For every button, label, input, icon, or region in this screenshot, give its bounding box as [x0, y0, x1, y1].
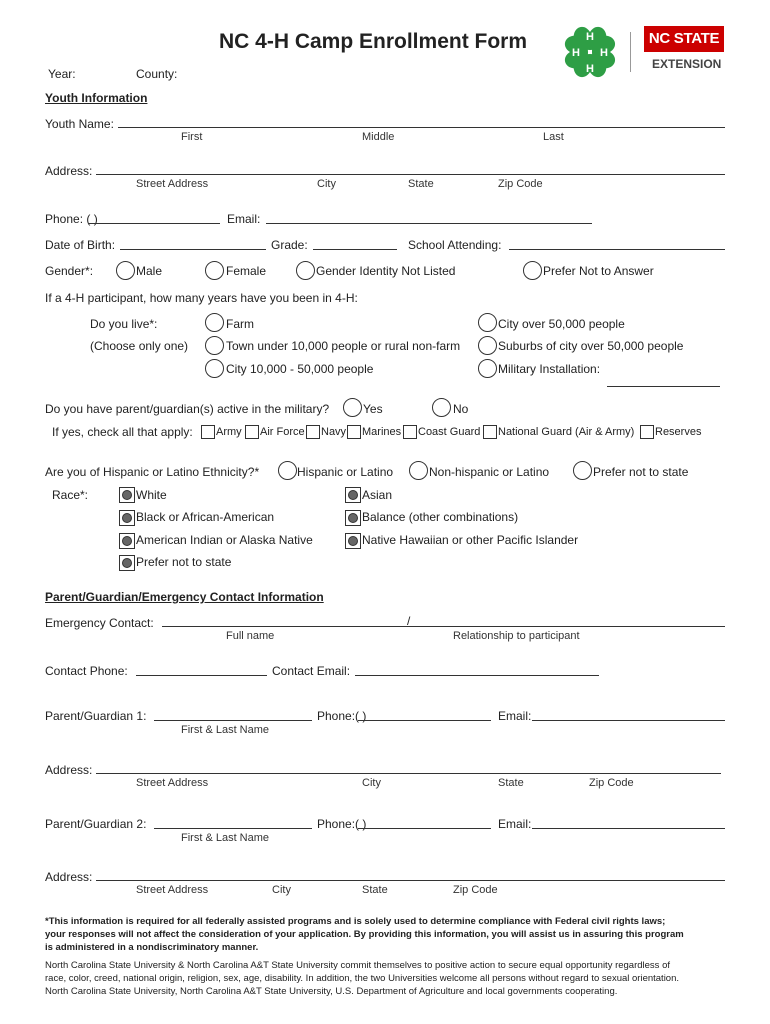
youth-name-label: Youth Name: — [45, 117, 114, 131]
live-town-label: Town under 10,000 people or rural non-farm — [226, 339, 461, 353]
live-label: Do you live*: — [90, 317, 158, 331]
branch-reserves-checkbox[interactable] — [640, 425, 654, 439]
pg2-state-hint: State — [362, 884, 388, 896]
branch-marines-checkbox[interactable] — [347, 425, 361, 439]
gender-female-label: Female — [226, 264, 267, 278]
page-title: NC 4-H Camp Enrollment Form — [219, 30, 528, 53]
youth-address-field[interactable] — [96, 174, 725, 175]
race-prefer-not-option[interactable] — [119, 555, 135, 571]
race-american-indian-option[interactable] — [119, 533, 135, 549]
notice-line-1: *This information is required for all federally assisted programs and is solely used to determine compliance with Federal civil rights laws; — [45, 916, 666, 927]
race-black-option[interactable] — [119, 510, 135, 526]
race-white-label: White — [136, 488, 167, 502]
hispanic-prefer-not-radio[interactable] — [573, 461, 592, 480]
gender-male-label: Male — [136, 264, 163, 278]
military-no-radio[interactable] — [432, 398, 451, 417]
pg1-address-label: Address: — [45, 763, 93, 777]
county-label: County: — [136, 67, 178, 81]
gender-prefer-not-radio[interactable] — [523, 261, 542, 280]
pg2-city-hint: City — [272, 884, 291, 896]
dob-label: Date of Birth: — [45, 238, 116, 252]
live-suburbs-label: Suburbs of city over 50,000 people — [498, 339, 684, 353]
contact-email-field[interactable] — [355, 675, 599, 676]
contact-email-label: Contact Email: — [272, 664, 351, 678]
military-no-label: No — [453, 402, 469, 416]
race-balance-option[interactable] — [345, 510, 361, 526]
race-prefer-not-label: Prefer not to state — [136, 555, 232, 569]
youth-section-title: Youth Information — [45, 91, 148, 105]
live-sub-label: (Choose only one) — [90, 339, 189, 353]
four-h-clover-logo — [558, 20, 622, 84]
pg2-email-field[interactable] — [532, 828, 725, 829]
legal-line-1: North Carolina State University & North Carolina A&T State University commit themselves to positive action to secure equal opportunity regardless of — [45, 960, 670, 971]
gender-not-listed-label: Gender Identity Not Listed — [316, 264, 456, 278]
svg-text:H: H — [600, 47, 608, 59]
live-city-large-radio[interactable] — [478, 313, 497, 332]
logo-divider — [630, 32, 631, 72]
full-name-hint: Full name — [226, 630, 275, 642]
pg1-phone-field[interactable] — [358, 720, 491, 721]
race-white-option[interactable] — [119, 487, 135, 503]
phone-label: Phone: ( ) — [45, 212, 98, 226]
pg2-name-field[interactable] — [154, 828, 312, 829]
race-asian-option[interactable] — [345, 487, 361, 503]
relationship-hint: Relationship to participant — [453, 630, 580, 642]
school-field[interactable] — [509, 249, 725, 250]
svg-text:H: H — [586, 31, 594, 43]
email-label: Email: — [227, 212, 261, 226]
state-hint: State — [408, 178, 434, 190]
gender-label: Gender*: — [45, 264, 94, 278]
gender-not-listed-radio[interactable] — [296, 261, 315, 280]
pg1-zip-hint: Zip Code — [589, 777, 634, 789]
military-yes-radio[interactable] — [343, 398, 362, 417]
live-city-small-radio[interactable] — [205, 359, 224, 378]
name-last-hint: Last — [543, 131, 564, 143]
branch-navy-checkbox[interactable] — [306, 425, 320, 439]
pg1-city-hint: City — [362, 777, 381, 789]
branch-airforce-label: Air Force — [260, 426, 305, 438]
race-american-indian-label: American Indian or Alaska Native — [136, 533, 313, 547]
pg1-name-field[interactable] — [154, 720, 312, 721]
school-label: School Attending: — [408, 238, 502, 252]
pg1-address-field[interactable] — [96, 773, 721, 774]
branch-army-checkbox[interactable] — [201, 425, 215, 439]
pg1-email-label: Email: — [498, 709, 532, 723]
grade-label: Grade: — [271, 238, 308, 252]
hispanic-yes-radio[interactable] — [278, 461, 297, 480]
live-city-small-label: City 10,000 - 50,000 people — [226, 362, 374, 376]
branch-nationalguard-checkbox[interactable] — [483, 425, 497, 439]
emergency-label: Emergency Contact: — [45, 616, 154, 630]
contact-phone-field[interactable] — [136, 675, 267, 676]
pg2-phone-field[interactable] — [358, 828, 491, 829]
branch-marines-label: Marines — [362, 426, 402, 438]
contact-phone-label: Contact Phone: — [45, 664, 128, 678]
branch-question: If yes, check all that apply: — [52, 425, 193, 439]
emergency-contact-field[interactable] — [162, 626, 725, 627]
grade-field[interactable] — [313, 249, 397, 250]
years-question: If a 4-H participant, how many years have you been in 4-H: — [45, 291, 358, 305]
youth-name-field[interactable] — [118, 127, 725, 128]
branch-coastguard-label: Coast Guard — [418, 426, 481, 438]
legal-line-2: race, color, creed, national origin, religion, sex, age, disability. In addition, the two Universities welcome all persons without regard to sexual orientation. — [45, 973, 680, 984]
pg2-street-hint: Street Address — [136, 884, 209, 896]
hispanic-no-label: Non-hispanic or Latino — [429, 465, 550, 479]
extension-label: EXTENSION — [652, 57, 722, 71]
emergency-slash: / — [407, 614, 411, 628]
gender-male-radio[interactable] — [116, 261, 135, 280]
branch-coastguard-checkbox[interactable] — [403, 425, 417, 439]
pg2-phone-label: Phone:( ) — [317, 817, 367, 831]
gender-prefer-not-label: Prefer Not to Answer — [543, 264, 654, 278]
military-installation-field[interactable] — [607, 386, 720, 387]
pg2-address-label: Address: — [45, 870, 93, 884]
pg1-phone-label: Phone:( ) — [317, 709, 367, 723]
branch-airforce-checkbox[interactable] — [245, 425, 259, 439]
notice-line-2: your responses will not affect the consideration of your application. By providing this information, you will assist us in assuring this program — [45, 929, 684, 940]
pg1-state-hint: State — [498, 777, 524, 789]
zip-hint: Zip Code — [498, 178, 543, 190]
race-label: Race*: — [52, 488, 89, 502]
live-military-radio[interactable] — [478, 359, 497, 378]
live-suburbs-radio[interactable] — [478, 336, 497, 355]
branch-nationalguard-label: National Guard (Air & Army) — [498, 426, 635, 438]
street-hint: Street Address — [136, 178, 209, 190]
svg-text:H: H — [572, 47, 580, 59]
race-hawaiian-option[interactable] — [345, 533, 361, 549]
race-black-label: Black or African-American — [136, 510, 275, 524]
pg1-street-hint: Street Address — [136, 777, 209, 789]
race-balance-label: Balance (other combinations) — [362, 510, 519, 524]
hispanic-question: Are you of Hispanic or Latino Ethnicity?* — [45, 465, 260, 479]
youth-email-field[interactable] — [266, 223, 592, 224]
hispanic-prefer-not-label: Prefer not to state — [593, 465, 689, 479]
dob-field[interactable] — [120, 249, 266, 250]
name-first-hint: First — [181, 131, 203, 143]
year-label: Year: — [48, 67, 76, 81]
hispanic-yes-label: Hispanic or Latino — [297, 465, 394, 479]
gender-female-radio[interactable] — [205, 261, 224, 280]
live-farm-label: Farm — [226, 317, 254, 331]
pg1-label: Parent/Guardian 1: — [45, 709, 147, 723]
youth-phone-field[interactable] — [88, 223, 220, 224]
branch-navy-label: Navy — [321, 426, 347, 438]
military-question: Do you have parent/guardian(s) active in the military? — [45, 402, 330, 416]
live-farm-radio[interactable] — [205, 313, 224, 332]
address-label: Address: — [45, 164, 93, 178]
pg1-name-hint: First & Last Name — [181, 724, 270, 736]
hispanic-no-radio[interactable] — [409, 461, 428, 480]
pg2-label: Parent/Guardian 2: — [45, 817, 147, 831]
live-military-label: Military Installation: — [498, 362, 601, 376]
ncstate-logo: NC STATE — [644, 26, 724, 52]
svg-text:H: H — [586, 63, 594, 75]
contact-section-title: Parent/Guardian/Emergency Contact Information — [45, 590, 324, 604]
branch-reserves-label: Reserves — [655, 426, 702, 438]
pg2-address-field[interactable] — [96, 880, 725, 881]
city-hint: City — [317, 178, 336, 190]
pg1-email-field[interactable] — [532, 720, 725, 721]
legal-line-3: North Carolina State University, North Carolina A&T State University, U.S. Department of Agriculture and local governments cooperating. — [45, 986, 618, 997]
pg2-name-hint: First & Last Name — [181, 832, 270, 844]
military-yes-label: Yes — [363, 402, 383, 416]
notice-line-3: is administered in a nondiscriminatory manner. — [45, 942, 259, 953]
branch-army-label: Army — [216, 426, 242, 438]
race-asian-label: Asian — [362, 488, 393, 502]
name-middle-hint: Middle — [362, 131, 395, 143]
pg2-zip-hint: Zip Code — [453, 884, 498, 896]
pg2-email-label: Email: — [498, 817, 532, 831]
live-town-radio[interactable] — [205, 336, 224, 355]
race-hawaiian-label: Native Hawaiian or other Pacific Islander — [362, 533, 579, 547]
live-city-large-label: City over 50,000 people — [498, 317, 625, 331]
